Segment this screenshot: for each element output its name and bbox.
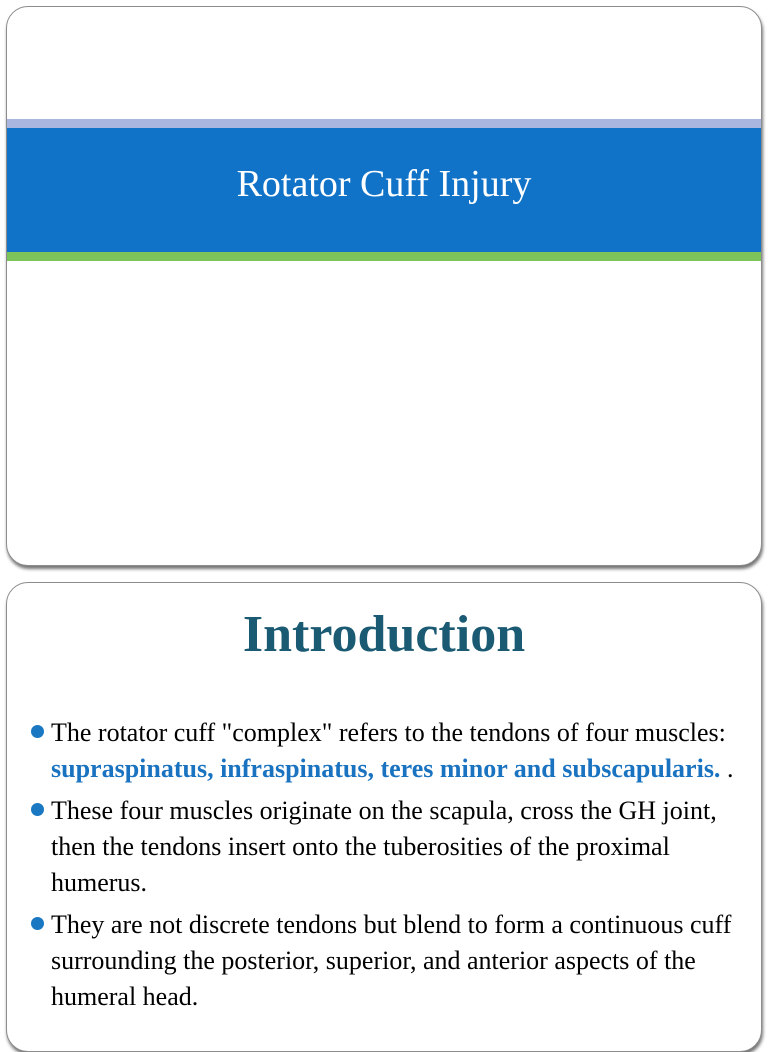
bullet-item xyxy=(29,715,739,787)
bullet-dot-icon xyxy=(31,803,44,816)
slide-title: Rotator Cuff Injury xyxy=(236,163,532,205)
bullet-text: They are not discrete tendons but blend to form a continuous cuff surrounding the posterior, superior, and anterior aspects of the humeral head. xyxy=(51,910,732,1011)
slide-heading: Introduction xyxy=(242,606,526,663)
muscle-list-highlight: supraspinatus, infraspinatus, teres minor and subscapularis. xyxy=(51,754,721,783)
bullet-list xyxy=(29,715,739,1021)
title-band-bottom-stripe xyxy=(7,252,761,261)
bullet-item xyxy=(29,907,739,1015)
bullet-item xyxy=(29,793,739,901)
bullet-text-end: . xyxy=(720,754,734,783)
bullet-dot-icon xyxy=(31,917,44,930)
introduction-slide xyxy=(6,582,762,1052)
title-slide xyxy=(6,6,762,566)
bullet-text: The rotator cuff "complex" refers to the tendons of four muscles: xyxy=(51,718,726,747)
title-band xyxy=(7,128,761,252)
title-band-top-stripe xyxy=(7,119,761,128)
bullet-dot-icon xyxy=(31,725,44,738)
bullet-text: These four muscles originate on the scapula, cross the GH joint, then the tendons insert onto the tuberosities of the proximal humerus. xyxy=(51,796,717,897)
